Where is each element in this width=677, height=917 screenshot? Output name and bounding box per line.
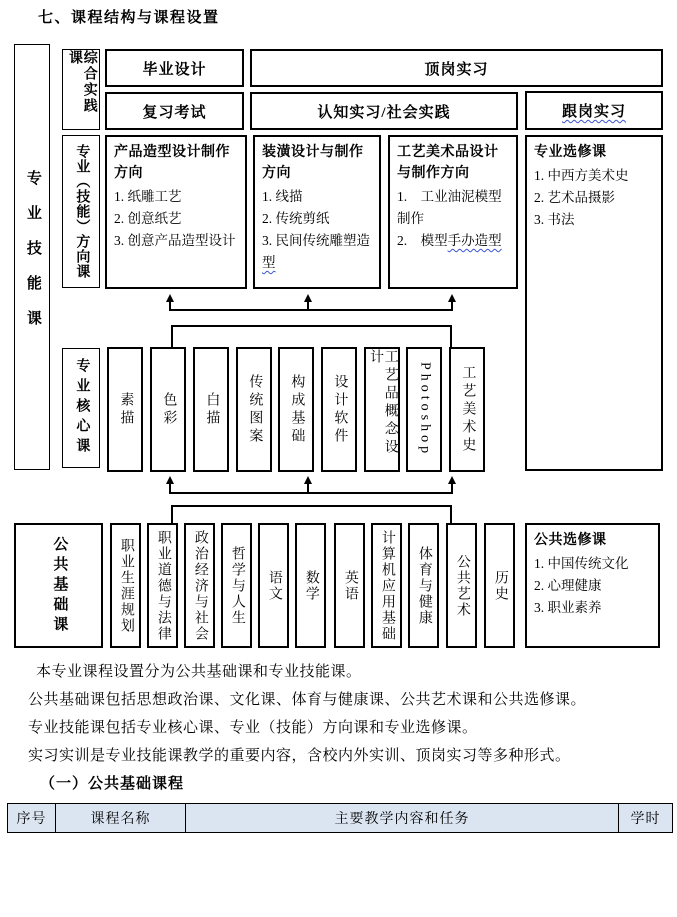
group-label: 专业（技能）方向课	[74, 144, 90, 279]
course-name: 数学	[303, 569, 319, 602]
base-course-box	[258, 523, 289, 648]
core-course-box	[449, 347, 485, 472]
box-public-electives	[525, 523, 660, 648]
group-box-professional-core	[62, 348, 100, 468]
direction-box-product-design	[105, 135, 247, 289]
column-header-content: 主要教学内容和任务	[186, 804, 619, 833]
core-course-box	[193, 347, 229, 472]
course-name: 政治经济与社会	[192, 529, 208, 642]
line	[171, 325, 173, 347]
course-list	[527, 164, 661, 231]
course-list	[390, 185, 516, 252]
box-label: 认知实习/社会实践	[317, 104, 451, 121]
group-label: 专业技能课	[24, 169, 41, 345]
line	[169, 492, 453, 494]
course-name: 设计软件	[332, 373, 348, 446]
box-shadow-internship	[525, 91, 663, 130]
course-name: 语文	[266, 569, 282, 602]
list-item: 1. 纸雕工艺	[114, 189, 182, 204]
box-label: 复习考试	[142, 104, 207, 121]
list-item: 1. 工业油泥模型制作	[397, 189, 502, 226]
core-course-box	[406, 347, 442, 472]
list-item: 1. 中国传统文化	[534, 556, 629, 571]
box-post-internship	[250, 49, 663, 87]
column-header-hours: 学时	[619, 804, 673, 833]
group-box-professional-skill-courses	[14, 44, 50, 470]
core-course-box	[321, 347, 357, 472]
wavy-underline-text: 型	[262, 255, 276, 270]
paragraph: 公共基础课包括思想政治课、文化课、体育与健康课、公共艺术课和公共选修课。	[28, 692, 587, 708]
course-name: 职业道德与法律	[155, 529, 171, 642]
box-label: 毕业设计	[142, 61, 207, 78]
course-name: 白描	[204, 391, 220, 428]
course-list	[107, 185, 245, 252]
base-course-box	[295, 523, 326, 648]
box-title: 产品造型设计制作方向	[114, 145, 230, 181]
course-name: 构成基础	[289, 373, 305, 446]
group-label: 综合实践课	[67, 50, 97, 114]
table-header-row	[8, 804, 673, 833]
course-name: 素描	[118, 391, 134, 428]
line	[171, 505, 173, 523]
line	[450, 325, 452, 347]
section-heading: （一）公共基础课程	[40, 776, 185, 792]
group-box-comprehensive-practice	[62, 49, 100, 130]
course-name: 职业生涯规划	[118, 537, 134, 634]
course-name: 体育与健康	[416, 545, 432, 626]
course-name: 工艺品概念设计	[368, 349, 398, 457]
list-item: 1. 中西方美术史	[534, 168, 629, 183]
course-list	[255, 185, 379, 274]
paragraph: 专业技能课包括专业核心课、专业（技能）方向课和专业选修课。	[28, 720, 478, 736]
base-course-box	[484, 523, 515, 648]
base-course-box	[446, 523, 477, 648]
direction-box-decoration-design	[253, 135, 381, 289]
course-list	[527, 552, 658, 619]
course-name: 传统图案	[247, 373, 263, 446]
base-course-box	[147, 523, 178, 648]
group-label: 专业核心课	[74, 358, 90, 458]
box-title: 专业选修课	[534, 145, 607, 160]
group-label: 公共基础课	[51, 535, 68, 636]
box-label: 顶岗实习	[424, 61, 489, 78]
base-course-box	[110, 523, 141, 648]
box-graduation-design	[105, 49, 244, 87]
line	[169, 309, 453, 311]
paragraph: 本专业课程设置分为公共基础课和专业技能课。	[36, 664, 362, 680]
course-name: Photoshop	[417, 361, 433, 458]
core-course-box	[236, 347, 272, 472]
paragraph: 实习实训是专业技能课教学的重要内容，含校内外实训、顶岗实习等多种形式。	[28, 748, 571, 764]
course-name: 哲学与人生	[229, 545, 245, 626]
box-title: 公共选修课	[534, 533, 607, 548]
list-item: 3. 创意产品造型设计	[114, 233, 236, 248]
box-professional-electives	[525, 135, 663, 471]
course-name: 工艺美术史	[460, 364, 476, 455]
list-item: 3. 职业素养	[534, 600, 602, 615]
box-cognitive-internship	[250, 92, 518, 130]
base-course-box	[221, 523, 252, 648]
line	[450, 505, 452, 523]
column-header-course-name: 课程名称	[56, 804, 186, 833]
base-course-box	[184, 523, 215, 648]
group-box-public-base-courses	[14, 523, 103, 648]
base-course-box	[334, 523, 365, 648]
list-item: 2. 模型手办造型	[397, 233, 502, 248]
list-item: 2. 心理健康	[534, 578, 602, 593]
box-review-exam	[105, 92, 244, 130]
box-label: 跟岗实习	[561, 104, 626, 120]
course-name: 英语	[342, 569, 358, 602]
base-course-box	[371, 523, 402, 648]
line	[171, 325, 452, 327]
page-title: 七、课程结构与课程设置	[38, 10, 220, 26]
course-name: 计算机应用基础	[379, 529, 395, 642]
list-item: 2. 创意纸艺	[114, 211, 182, 226]
course-name: 公共艺术	[454, 553, 470, 618]
wavy-underline-text: 手办造型	[447, 233, 502, 248]
list-item: 2. 传统剪纸	[262, 211, 330, 226]
core-course-box	[364, 347, 400, 472]
list-item: 3. 民间传统雕塑造型	[262, 233, 370, 270]
group-box-skill-direction	[62, 135, 100, 288]
course-name: 历史	[492, 569, 508, 602]
direction-box-craft-art-design	[388, 135, 518, 289]
list-item: 1. 线描	[262, 189, 303, 204]
public-base-course-table	[7, 803, 673, 833]
list-item: 2. 艺术品摄影	[534, 190, 615, 205]
box-title: 装潢设计与制作方向	[262, 145, 364, 181]
column-header-no: 序号	[8, 804, 56, 833]
core-course-box	[107, 347, 143, 472]
core-course-box	[150, 347, 186, 472]
list-item: 3. 书法	[534, 212, 575, 227]
course-name: 色彩	[161, 391, 177, 428]
box-title: 工艺美术品设计与制作方向	[397, 145, 499, 181]
base-course-box	[408, 523, 439, 648]
line	[171, 505, 452, 507]
core-course-box	[278, 347, 314, 472]
